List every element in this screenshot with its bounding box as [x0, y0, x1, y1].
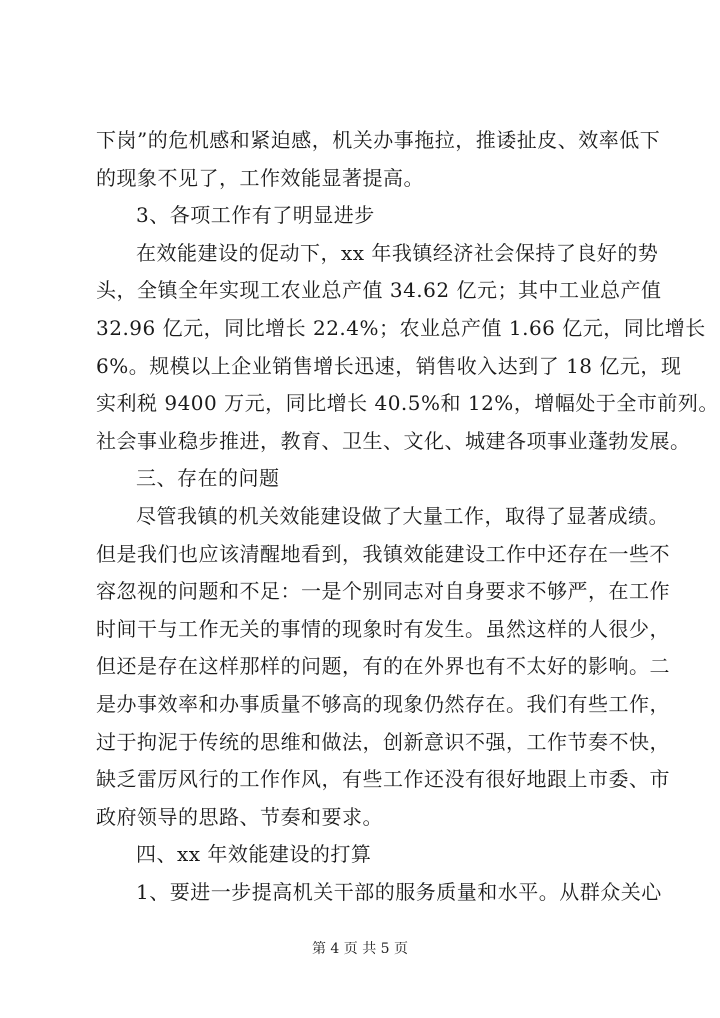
- text-line: 实利税 9400 万元，同比增长 40.5%和 12%，增幅处于全市前列。: [96, 391, 719, 416]
- section-heading: 四、xx 年效能建设的打算: [136, 842, 372, 867]
- text-line: 容忽视的问题和不足：一是个别同志对自身要求不够严，在工作: [96, 579, 670, 604]
- text-line: 缺乏雷厉风行的工作作风，有些工作还没有很好地跟上市委、市: [96, 767, 670, 792]
- page-number-footer: 第 4 页 共 5 页: [311, 941, 409, 957]
- section-heading: 三、存在的问题: [136, 466, 280, 491]
- text-line: 但是我们也应该清醒地看到，我镇效能建设工作中还存在一些不: [96, 541, 670, 566]
- text-line: 但还是存在这样那样的问题，有的在外界也有不太好的影响。二: [96, 654, 670, 679]
- text-line: 政府领导的思路、节奏和要求。: [96, 804, 383, 829]
- text-line: 过于拘泥于传统的思维和做法，创新意识不强，工作节奏不快，: [96, 729, 670, 754]
- text-line: 1、要进一步提高机关干部的服务质量和水平。从群众关心: [136, 879, 662, 904]
- text-line: 头，全镇全年实现工农业总产值 34.62 亿元；其中工业总产值: [96, 278, 662, 303]
- text-line: 社会事业稳步推进，教育、卫生、文化、城建各项事业蓬勃发展。: [96, 428, 691, 453]
- section-heading: 3、各项工作有了明显进步: [136, 203, 375, 228]
- text-line: 6%。规模以上企业销售增长迅速，销售收入达到了 18 亿元，现: [96, 353, 682, 378]
- text-line: 32.96 亿元，同比增长 22.4%；农业总产值 1.66 亿元，同比增长: [96, 315, 706, 340]
- text-line: 尽管我镇的机关效能建设做了大量工作，取得了显著成绩。: [136, 503, 669, 528]
- text-line: 下岗”的危机感和紧迫感，机关办事拖拉，推诿扯皮、效率低下: [96, 128, 661, 152]
- text-line: 是办事效率和办事质量不够高的现象仍然存在。我们有些工作，: [96, 691, 670, 716]
- document-body: [96, 122, 719, 911]
- text-line: 的现象不见了，工作效能显著提高。: [96, 165, 424, 190]
- text-line: 在效能建设的促动下，xx 年我镇经济社会保持了良好的势: [136, 240, 659, 265]
- text-line: 时间干与工作无关的事情的现象时有发生。虽然这样的人很少，: [96, 616, 670, 641]
